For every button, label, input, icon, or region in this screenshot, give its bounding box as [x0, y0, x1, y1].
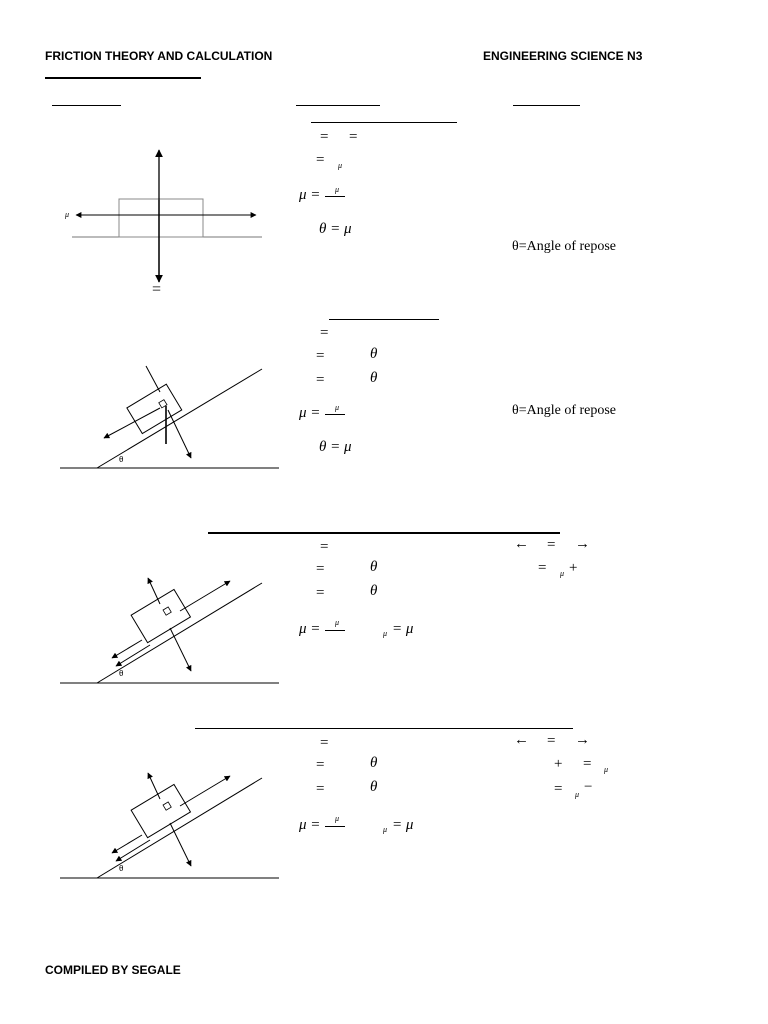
s3-eq-c: = — [316, 585, 325, 601]
s1-frac-mu: μ — [335, 185, 340, 194]
s1-eq-c: = — [316, 152, 325, 168]
s4-right-eq-c: = — [554, 781, 563, 797]
s1-eq-b: = — [349, 129, 358, 145]
s3-theta-c: θ — [370, 583, 378, 599]
s4-right-plus: + — [554, 756, 563, 772]
incline-block-diagram-2 — [60, 578, 279, 683]
incline-block-diagram-1 — [60, 366, 279, 468]
s3-fraction-bar — [325, 630, 345, 631]
s3-right-mu-sub: μ — [560, 569, 565, 578]
s4-frac-mu: μ — [335, 814, 340, 823]
diagram2-theta-label: θ — [119, 455, 124, 464]
s4-right-eq-b: = — [583, 756, 592, 772]
s2-angle-of-repose-note: θ=Angle of repose — [512, 403, 617, 418]
s4-eq-b: = — [316, 757, 325, 773]
s4-theta-b: θ — [370, 755, 378, 771]
document-title: FRICTION THEORY AND CALCULATION — [45, 49, 273, 63]
s3-sub-mu: μ — [383, 629, 388, 638]
horizontal-block-diagram — [72, 150, 262, 282]
s2-eq-a: = — [320, 325, 329, 341]
s3-theta-b: θ — [370, 559, 378, 575]
s3-eq-a: = — [320, 539, 329, 555]
s4-eq-a: = — [320, 735, 329, 751]
diagram1-equals-sign: = — [152, 281, 162, 298]
s4-arrow-eq: = — [547, 733, 556, 749]
s4-mu-formula: μ = — [299, 817, 321, 833]
s3-right-plus: + — [569, 560, 578, 576]
s3-right-arrow: → — [575, 536, 590, 552]
s3-eq-b: = — [316, 561, 325, 577]
s4-sub-mu: μ — [383, 825, 388, 834]
s1-mu-sub: μ — [338, 161, 343, 170]
s2-fraction-bar — [325, 414, 345, 415]
s3-left-arrow: ← — [514, 536, 529, 552]
s3-mu-formula: μ = — [299, 621, 321, 637]
s4-right-minus: − — [584, 779, 593, 795]
s1-eq-a: = — [320, 129, 329, 145]
s4-right-mu-sub-c: μ — [575, 790, 580, 799]
s3-frac-mu: μ — [335, 618, 340, 627]
diagram1-mu-label: μ — [65, 210, 70, 219]
s2-frac-mu: μ — [335, 403, 340, 412]
s4-fraction-bar — [325, 826, 345, 827]
subject-title: ENGINEERING SCIENCE N3 — [483, 49, 643, 63]
s4-left-arrow: ← — [514, 732, 529, 748]
footer-compiled-by: COMPILED BY SEGALE — [45, 963, 181, 977]
s4-right-mu-sub-b: μ — [604, 765, 609, 774]
s3-eq-mu: = μ — [392, 621, 414, 637]
s1-theta-eq-mu: θ = μ — [319, 221, 352, 237]
s2-theta-eq-mu: θ = μ — [319, 439, 352, 455]
s3-arrow-eq: = — [547, 537, 556, 553]
s2-mu-formula: μ = — [299, 405, 321, 421]
s4-eq-c: = — [316, 781, 325, 797]
s1-angle-of-repose-note: θ=Angle of repose — [512, 239, 617, 254]
s3-right-eq: = — [538, 560, 547, 576]
diagram3-theta-label: θ — [119, 669, 124, 678]
s1-fraction-bar — [325, 196, 345, 197]
diagram4-theta-label: θ — [119, 864, 124, 873]
s4-right-arrow: → — [575, 732, 590, 748]
incline-block-diagram-3 — [60, 773, 279, 878]
s4-eq-mu: = μ — [392, 817, 414, 833]
s2-eq-b: = — [316, 348, 325, 364]
s2-theta-c: θ — [370, 370, 378, 386]
s4-theta-c: θ — [370, 779, 378, 795]
s1-mu-formula: μ = — [299, 187, 321, 203]
s2-eq-c: = — [316, 372, 325, 388]
s2-theta-b: θ — [370, 346, 378, 362]
